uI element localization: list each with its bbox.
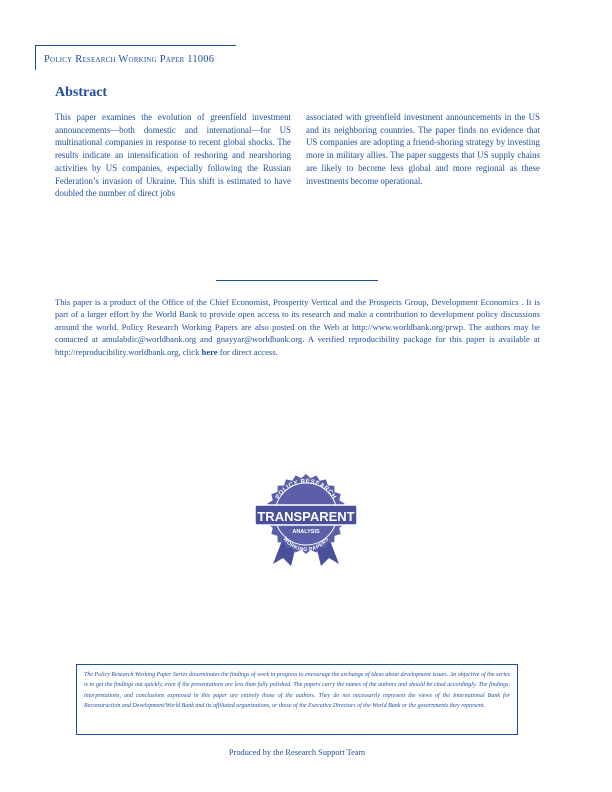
paper-note-text-end: for direct access. (217, 346, 278, 357)
abstract-right-column: associated with greenfield investment announcements in the US and its neighboring countries. The paper finds no evidence that US companies are adopting a friend-shoring strategy by investing more in military allies. The paper suggests that US supply chains are likely to become less global and more regional as these investments become operational. (306, 112, 540, 186)
paper-note (55, 296, 540, 358)
reproducibility-link[interactable]: here (201, 346, 218, 357)
paper-note-text: This paper is a product of the Office of the Chief Economist, Prosperity Vertical and the Prospects Group, Development Economics . It is part of a larger effort by the World Bank to provide open access to its research and make a contribution to development policy discussions around the world. Policy Research Working Papers are also posted on the Web at http://www.worldbank.org/prwp. The authors may be contacted at amulabdic@worldbank.org and gnayyar@worldbank.org. A verified reproducibility package for this paper is available at http://reproducibility.worldbank.org, click (55, 297, 540, 357)
abstract-left-column: This paper examines the evolution of greenfield investment announcements—both domestic and international—for US multinational companies in response to recent global shocks. The results indicate an intensification of reshoring and nearshoring activities by US companies, especially following the Russian Federation’s invasion of Ukraine. This shift is estimated to have doubled the number of direct jobs (55, 112, 291, 199)
disclaimer-box (76, 664, 518, 735)
badge-bottom-text: WORKING PAPERS (281, 536, 331, 554)
produced-by: Produced by the Research Support Team (228, 748, 366, 757)
transparent-analysis-badge (253, 468, 359, 566)
badge-sub-text: ANALYSIS (292, 529, 320, 535)
abstract-title: Abstract (55, 85, 108, 100)
badge-top-text: POLICY RESEARCH (274, 477, 338, 501)
badge-main-text: TRANSPARENT (257, 509, 355, 524)
series-label: Policy Research Working Paper 11006 (44, 54, 215, 65)
disclaimer-text: The Policy Research Working Paper Series disseminates the findings of work in progress to encourage the exchange of ideas about development issues. An objective of the series is to get the findings out quickly, even if the presentations are less than fully polished. The papers carry the names of the authors and should be cited accordingly. The findings, interpretations, and conclusions expressed in this paper are entirely those of the authors. They do not necessarily represent the views of the International Bank for Reconstruction and Development/World Bank and its affiliated organizations, or those of the Executive Directors of the World Bank or the governments they represent. (84, 672, 510, 710)
section-divider (216, 280, 378, 281)
